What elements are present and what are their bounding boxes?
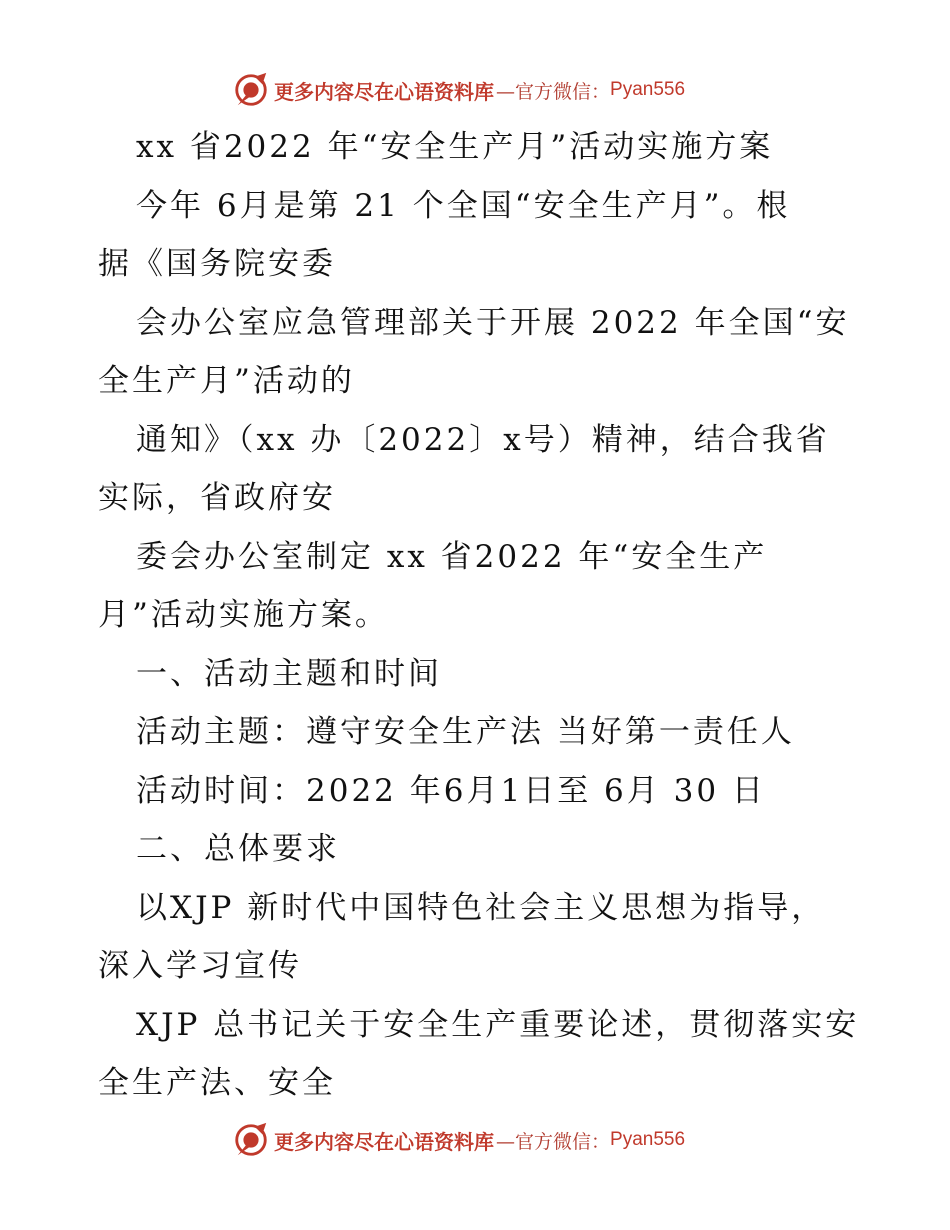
watermark-sub-text: —官方微信： <box>496 1130 611 1153</box>
paragraph-line: 委会办公室制定 xx 省2022 年“安全生产 <box>136 538 768 575</box>
watermark-banner-top <box>232 70 685 110</box>
section-heading: 一、活动主题和时间 <box>136 655 442 692</box>
paragraph-line: 月”活动实施方案。 <box>98 597 389 633</box>
paragraph-line: 以XJP 新时代中国特色社会主义思想为指导， <box>136 889 826 926</box>
paragraph-line: 深入学习宣传 <box>98 948 302 984</box>
paragraph-line: 活动主题：遵守安全生产法 当好第一责任人 <box>136 714 795 750</box>
pen-logo-icon <box>232 71 270 109</box>
paragraph-line: 全生产法、安全 <box>98 1065 336 1101</box>
paragraph-line: 今年 6月是第 21 个全国“安全生产月”。根 <box>136 187 791 224</box>
document-title: xx 省2022 年“安全生产月”活动实施方案 <box>136 129 774 165</box>
watermark-sub-text: —官方微信： <box>496 80 611 103</box>
section-heading: 二、总体要求 <box>136 831 340 867</box>
watermark-id-text: Pyan556 <box>610 1129 686 1150</box>
watermark-main-text: 更多内容尽在心语资料库 <box>274 1129 494 1154</box>
watermark-banner-bottom <box>232 1120 685 1160</box>
paragraph-line: 实际，省政府安 <box>98 480 336 516</box>
paragraph-line: 活动时间：2022 年6月1日至 6月 30 日 <box>136 772 766 809</box>
paragraph-line: 会办公室应急管理部关于开展 2022 年全国“安 <box>136 304 850 341</box>
paragraph-line: 全生产月”活动的 <box>98 363 355 399</box>
watermark-main-text: 更多内容尽在心语资料库 <box>274 79 494 104</box>
paragraph-line: 据《国务院安委 <box>98 246 336 282</box>
paragraph-line: XJP 总书记关于安全生产重要论述，贯彻落实安 <box>136 1006 860 1043</box>
pen-logo-icon <box>232 1121 270 1159</box>
paragraph-line: 通知》（xx 办〔2022〕x号）精神，结合我省 <box>136 421 830 458</box>
document-body <box>98 118 858 1113</box>
watermark-id-text: Pyan556 <box>610 79 686 100</box>
